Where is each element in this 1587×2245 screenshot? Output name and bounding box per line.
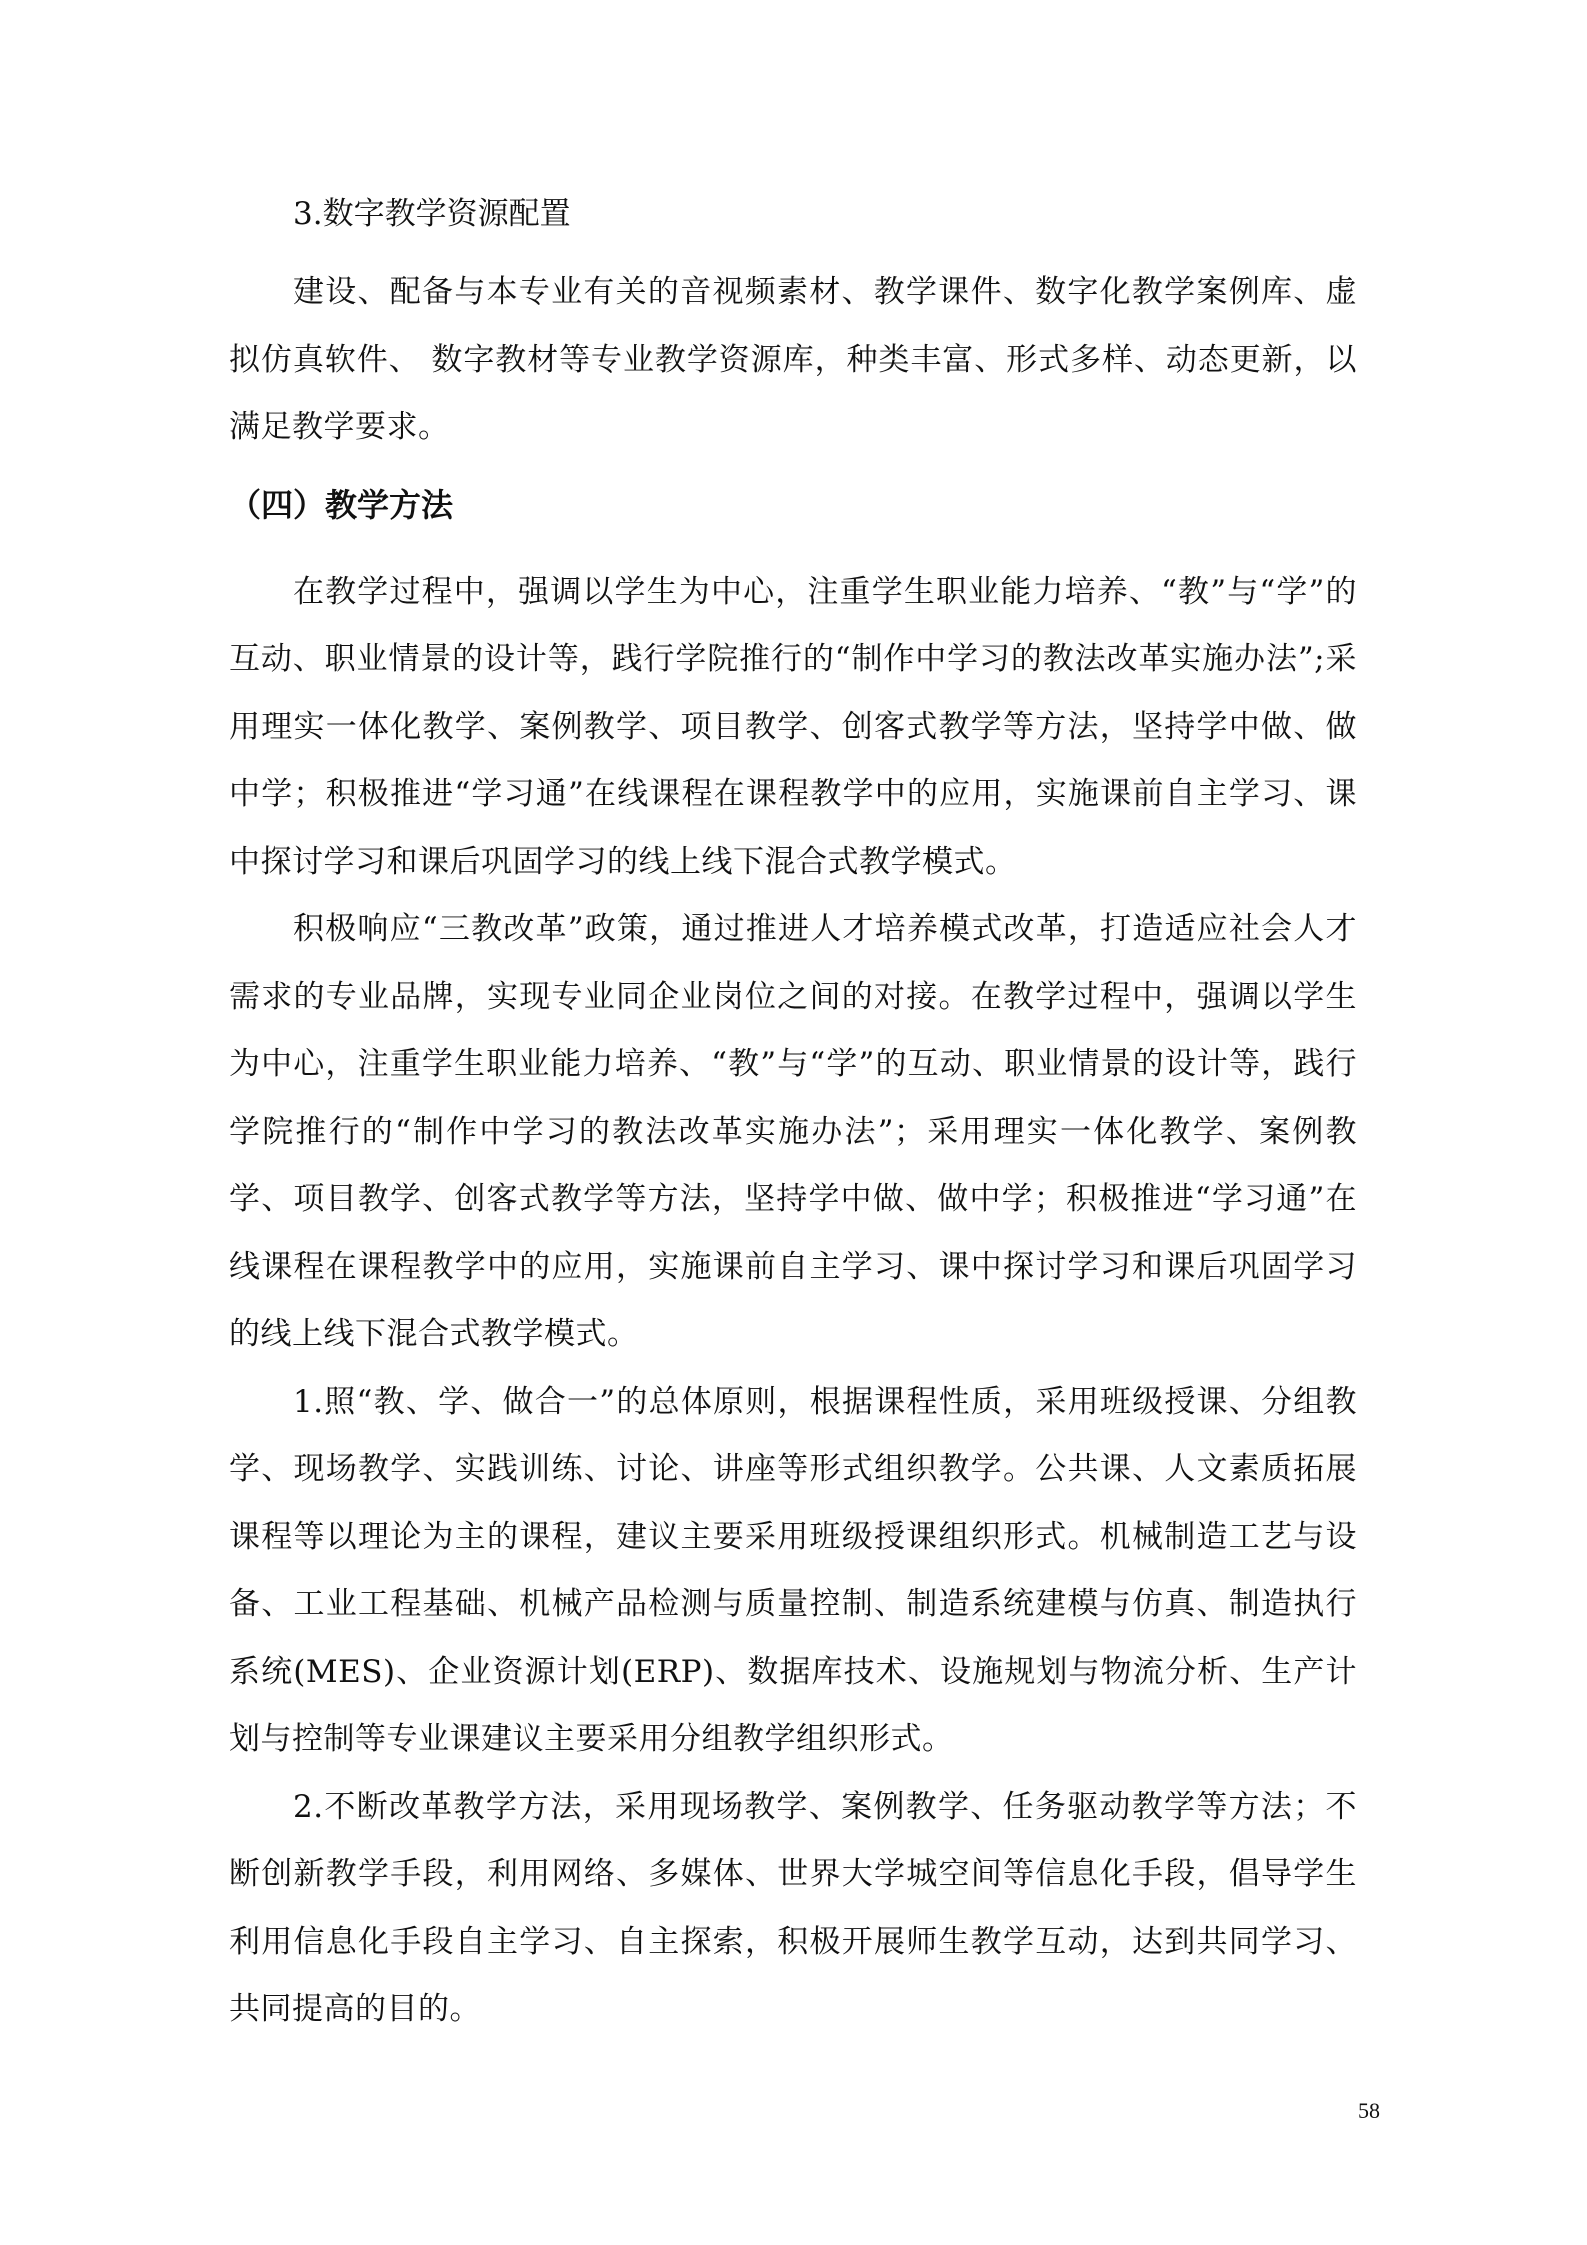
section-3-title: 3.数字教学资源配置 (293, 196, 571, 232)
section-4-paragraph-4: 2.不断改革教学方法，采用现场教学、案例教学、任务驱动教学等方法；不断创新教学手段，利用网络、多媒体、世界大学城空间等信息化手段，倡导学生利用信息化手段自主学习、自主探索，积极开展师生教学互动，达到共同学习、共同提高的目的。 (229, 1788, 1357, 2027)
section-3-body: 建设、配备与本专业有关的音视频素材、教学课件、数字化教学案例库、虚拟仿真软件、 数字教材等专业教学资源库，种类丰富、形式多样、动态更新，以满足教学要求。 (229, 274, 1357, 445)
page-number: 58 (1358, 2098, 1380, 2123)
page-content (229, 190, 1357, 2044)
section-4-paragraph-1: 在教学过程中，强调以学生为中心，注重学生职业能力培养、“教”与“学”的互动、职业情景的设计等，践行学院推行的“制作中学习的教法改革实施办法”;采用理实一体化教学、案例教学、项目教学、创客式教学等方法，坚持学中做、做中学；积极推进“学习通”在线课程在课程教学中的应用，实施课前自主学习、课中探讨学习和课后巩固学习的线上线下混合式教学模式。 (229, 573, 1357, 880)
section-4-paragraph-2: 积极响应“三教改革”政策，通过推进人才培养模式改革，打造适应社会人才需求的专业品牌，实现专业同企业岗位之间的对接。在教学过程中，强调以学生为中心，注重学生职业能力培养、“教”与“学”的互动、职业情景的设计等，践行学院推行的“制作中学习的教法改革实施办法”；采用理实一体化教学、案例教学、项目教学、创客式教学等方法，坚持学中做、做中学；积极推进“学习通”在线课程在课程教学中的应用，实施课前自主学习、课中探讨学习和课后巩固学习的线上线下混合式教学模式。 (229, 911, 1357, 1352)
section-4-paragraph-3: 1.照“教、学、做合一”的总体原则，根据课程性质，采用班级授课、分组教学、现场教学、实践训练、讨论、讲座等形式组织教学。公共课、人文素质拓展课程等以理论为主的课程，建议主要采用班级授课组织形式。机械制造工艺与设备、工业工程基础、机械产品检测与质量控制、制造系统建模与仿真、制造执行系统(MES)、企业资源计划(ERP)、数据库技术、设施规划与物流分析、生产计划与控制等专业课建议主要采用分组教学组织形式。 (229, 1383, 1357, 1757)
section-4-title: （四）教学方法 (229, 485, 454, 524)
